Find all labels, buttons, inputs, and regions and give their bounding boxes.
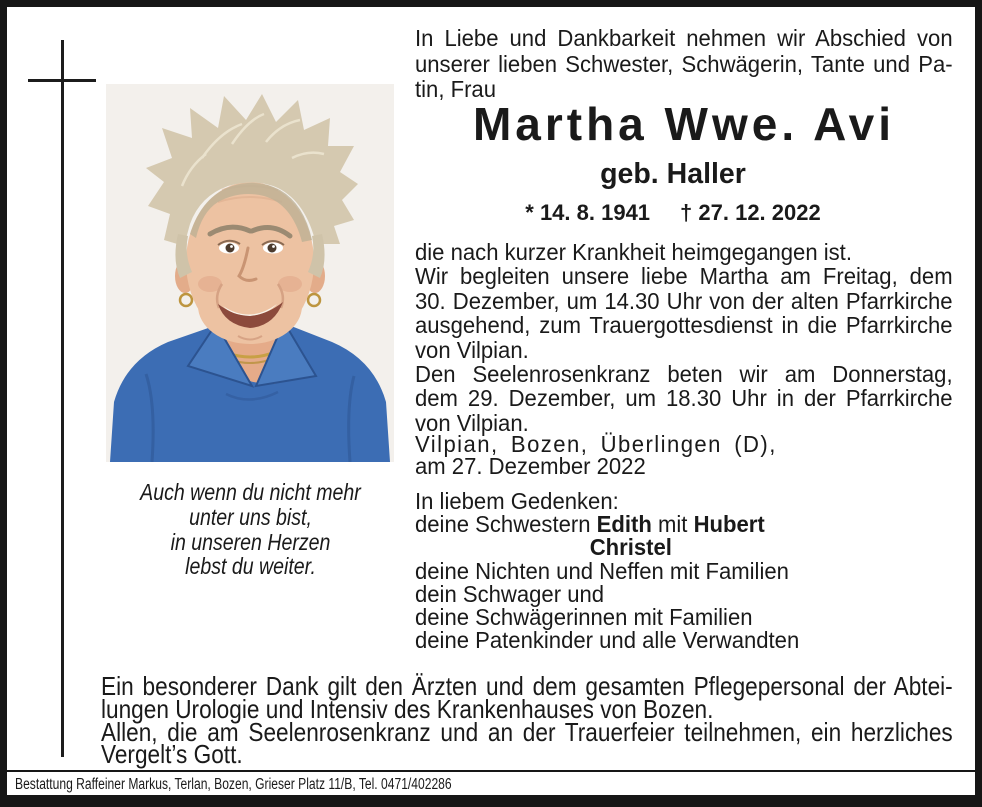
text-line: ausgehend, zum Trauergottesdienst in die Pfarrkirche (415, 312, 953, 339)
text-line: von Vilpian. (415, 409, 529, 436)
text-line: dein Schwager und (415, 580, 605, 607)
announcement-paragraph (415, 240, 953, 435)
place-and-date (415, 433, 953, 477)
deceased-name: Martha Wwe. Avi (472, 98, 896, 150)
text-line: 30. Dezember, um 14.30 Uhr von der alten Pfarrkirche (415, 287, 953, 314)
cross-horizontal-bar (28, 79, 96, 82)
text-line: Vilpian, Bozen, Überlingen (D), (415, 431, 777, 457)
text-line: In Liebe und Dankbarkeit nehmen wir Abschied von (415, 25, 953, 51)
birth-date: * 14. 8. 1941 (525, 200, 651, 225)
text-line: in unseren Herzen (170, 528, 331, 555)
text-line: deine Schwestern Edith mit Hubert (415, 511, 765, 538)
maiden-name: geb. Haller (600, 158, 746, 190)
text-line: lungen Urologie und Intensiv des Krankenhauses von Bozen. (101, 693, 714, 724)
mourners-list (415, 490, 953, 652)
text-line: von Vilpian. (415, 336, 529, 363)
cross-vertical-bar (61, 40, 64, 757)
funeral-home-line (15, 776, 455, 794)
text-line: unter uns bist, (189, 503, 312, 530)
intro-paragraph (415, 26, 953, 103)
funeral-home-text: Bestattung Raffeiner Markus, Terlan, Bozen, Grieser Platz 11/B, Tel. 0471/402286 (15, 776, 452, 793)
portrait-photo (106, 84, 394, 462)
text-line: dem 29. Dezember, um 18.30 Uhr in der Pfarrkirche (415, 385, 953, 412)
text-line: tin, Frau (415, 76, 496, 103)
text-line: Wir begleiten unsere liebe Martha am Freitag, dem (415, 263, 953, 290)
text-line: deine Nichten und Neffen mit Familien (415, 557, 789, 584)
portrait-illustration (106, 84, 394, 462)
text-line: In liebem Gedenken: (415, 488, 619, 514)
text-line: lebst du weiter. (185, 553, 316, 580)
text-line: am 27. Dezember 2022 (415, 453, 646, 479)
life-dates (403, 200, 943, 226)
text-line: Auch wenn du nicht mehr (140, 479, 361, 505)
text-line: deine Patenkinder und alle Verwandten (415, 627, 800, 654)
divider-rule (7, 770, 975, 772)
text-line: Den Seelenrosenkranz beten wir am Donnerstag, (415, 361, 953, 388)
text-line: deine Schwägerinnen mit Familien (415, 604, 753, 631)
text-line: unserer lieben Schwester, Schwägerin, Tante und Pa- (415, 50, 953, 77)
death-date: † 27. 12. 2022 (680, 200, 821, 225)
text-line: Allen, die am Seelenrosenkranz und an der Trauerfeier teilnehmen, ein herzliches (101, 716, 953, 747)
memorial-verse (105, 480, 395, 579)
thanks-paragraph (101, 671, 953, 770)
text-line: Vergelt’s Gott. (101, 739, 243, 770)
text-line: Ein besonderer Dank gilt den Ärzten und dem gesamten Pflegepersonal der Abtei- (101, 671, 953, 701)
text-line: die nach kurzer Krankheit heimgegangen ist. (415, 239, 852, 265)
text-line: Christel (589, 534, 672, 561)
